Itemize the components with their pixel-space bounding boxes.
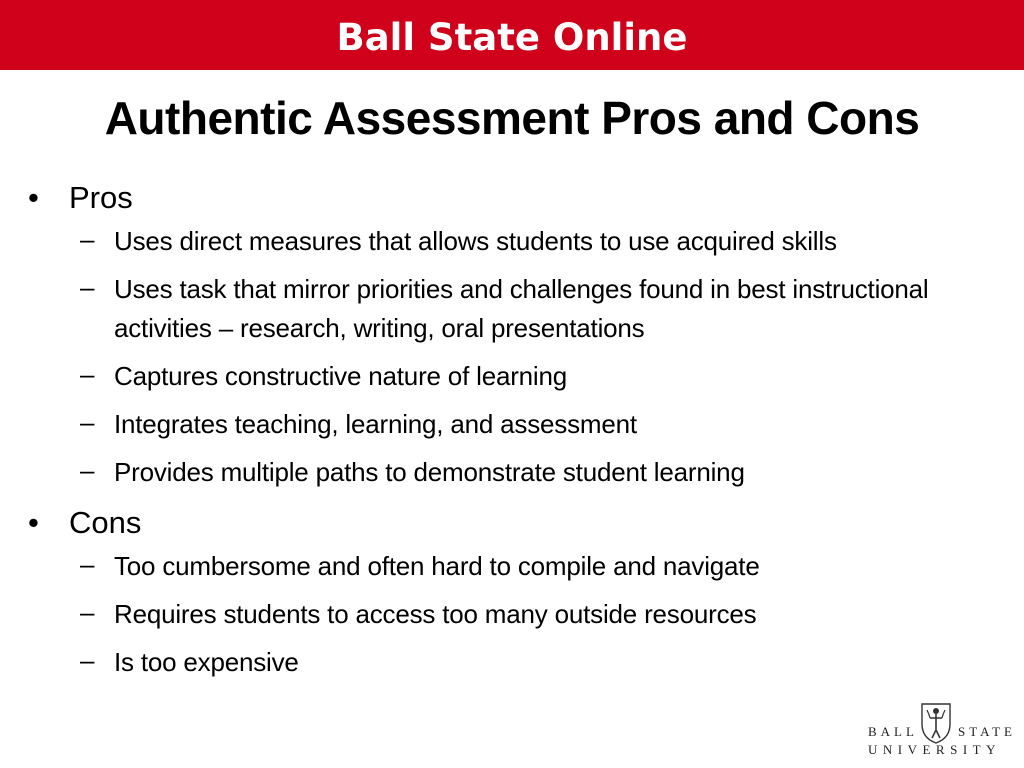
list-item-text: Captures constructive nature of learning: [114, 361, 568, 391]
list-item-text: Too cumbersome and often hard to compile and navigate: [114, 551, 760, 581]
slide-content: [28, 176, 1008, 691]
bullet-icon: •: [28, 180, 39, 215]
bullet-label: Pros: [69, 180, 133, 215]
list-item-text: Provides multiple paths to demonstrate student learning: [114, 457, 745, 487]
ball-state-logo: [866, 700, 1016, 758]
bullet-item-cons: [28, 501, 1008, 545]
pros-list: [28, 222, 1008, 492]
list-item-text: Requires students to access too many outside resources: [114, 599, 757, 629]
dash-icon: –: [80, 645, 95, 675]
list-item: [28, 357, 1008, 396]
logo-word-state: STATE: [958, 724, 1016, 739]
bullet-icon: •: [28, 505, 39, 540]
list-item: [28, 595, 1008, 634]
dash-icon: –: [80, 455, 95, 485]
list-item-text: Is too expensive: [114, 647, 299, 677]
cons-list: [28, 547, 1008, 682]
list-item: [28, 270, 1008, 348]
dash-icon: –: [80, 597, 95, 627]
dash-icon: –: [80, 549, 95, 579]
header-banner: [0, 0, 1024, 70]
list-item-text: Integrates teaching, learning, and assessment: [114, 409, 637, 439]
list-item: [28, 547, 1008, 586]
slide-title: Authentic Assessment Pros and Cons: [104, 92, 920, 144]
bullet-label: Cons: [69, 505, 142, 540]
list-item: [28, 643, 1008, 682]
list-item-text: Uses direct measures that allows students to use acquired skills: [114, 226, 837, 256]
list-item: [28, 405, 1008, 444]
dash-icon: –: [80, 359, 95, 389]
banner-title: Ball State Online: [336, 15, 688, 59]
cons-section: [28, 501, 1008, 682]
bullet-item-pros: [28, 176, 1008, 220]
dash-icon: –: [80, 224, 95, 254]
list-item-text: Uses task that mirror priorities and challenges found in best instructional activities – research, writing, oral presentations: [114, 274, 929, 343]
list-item: [28, 453, 1008, 492]
pros-section: [28, 176, 1008, 492]
dash-icon: –: [80, 272, 95, 302]
list-item: [28, 222, 1008, 261]
logo-word-university: UNIVERSITY: [868, 742, 1001, 757]
dash-icon: –: [80, 407, 95, 437]
torch-figure-icon: [918, 700, 954, 744]
logo-word-ball: BALL: [868, 724, 918, 739]
